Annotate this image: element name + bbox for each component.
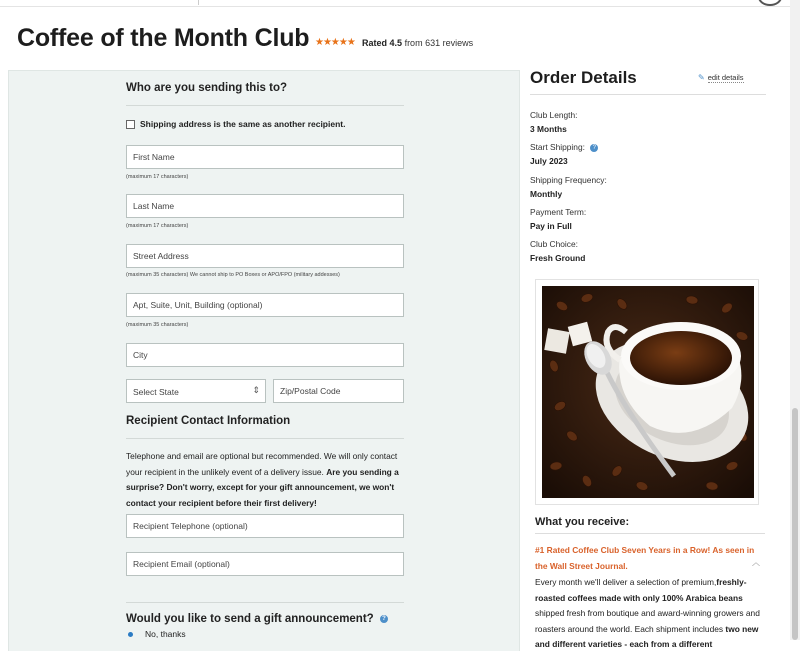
gift-option-no[interactable] <box>126 629 186 639</box>
first-name-hint: (maximum 17 characters) <box>126 174 189 180</box>
last-name-field[interactable] <box>126 194 404 218</box>
rating-summary[interactable] <box>362 38 473 48</box>
gift-option-label: No, thanks <box>145 629 186 639</box>
recipient-phone-field[interactable] <box>126 514 404 538</box>
zip-field[interactable] <box>273 379 404 403</box>
contact-description <box>126 449 404 511</box>
recipient-email-input[interactable] <box>127 553 403 575</box>
help-circle-icon[interactable]: ? <box>590 144 598 152</box>
shipping-frequency-value: Monthly <box>530 189 563 199</box>
updown-chevron-icon: ⇕ <box>252 385 260 395</box>
same-address-checkbox[interactable] <box>126 120 135 129</box>
city-field[interactable] <box>126 343 404 367</box>
section-divider <box>126 438 404 439</box>
coffee-cup-image <box>542 286 754 498</box>
contact-text-bold: Are you sending a surprise? Don't worry, except for your gift announcement, we won't contact your recipient before their first delivery! <box>126 466 399 508</box>
receive-body-1: Every month we'll deliver a selection of premium, <box>535 577 717 587</box>
edit-details-label[interactable]: edit details <box>707 73 744 82</box>
what-you-receive-title: What you receive: <box>535 516 630 528</box>
shipping-frequency-label: Shipping Frequency: <box>530 175 607 185</box>
club-choice-label: Club Choice: <box>530 239 578 249</box>
state-select-value: Select State <box>133 387 179 397</box>
section-divider <box>126 105 404 106</box>
page-scrollbar[interactable] <box>790 0 800 640</box>
contact-text-normal: Telephone and email are optional but recommended. We will only contact your recipient in the unlikely event of a delivery issue. <box>126 451 398 477</box>
help-circle-icon[interactable]: ? <box>380 615 388 623</box>
last-name-hint: (maximum 17 characters) <box>126 223 189 229</box>
radio-selected[interactable] <box>128 632 133 637</box>
product-image-frame <box>535 279 759 505</box>
payment-term-label: Payment Term: <box>530 207 587 217</box>
receive-body-bold-2: two new and different varieties - each from a different <box>535 623 759 649</box>
last-name-input[interactable] <box>127 195 403 217</box>
review-count: from 631 reviews <box>404 38 474 48</box>
receive-divider <box>535 533 765 534</box>
rated-prefix: Rated <box>362 38 388 48</box>
start-shipping-label-text: Start Shipping: <box>530 142 585 152</box>
recipient-section-title: Who are you sending this to? <box>126 82 287 94</box>
browser-top-strip <box>0 0 800 7</box>
order-details-divider <box>530 94 766 95</box>
club-length-label: Club Length: <box>530 110 578 120</box>
first-name-input[interactable] <box>127 146 403 168</box>
street-address-field[interactable] <box>126 244 404 268</box>
receive-body-2: shipped fresh from boutique and award-winning growers and roasters around the world. Each shipment includes <box>535 608 760 634</box>
apt-field[interactable] <box>126 293 404 317</box>
street-address-input[interactable] <box>127 245 403 267</box>
receive-body-bold-1: freshly-roasted coffees made with only 100% Arabica beans <box>535 577 747 603</box>
chevron-up-icon[interactable]: ︿ <box>752 558 760 567</box>
start-shipping-value: July 2023 <box>530 156 568 166</box>
state-select[interactable] <box>126 379 266 403</box>
account-icon[interactable] <box>758 0 782 6</box>
recipient-email-field[interactable] <box>126 552 404 576</box>
page-title: Coffee of the Month Club <box>17 24 310 52</box>
section-divider <box>126 602 404 603</box>
club-length-value: 3 Months <box>530 124 567 134</box>
rating-stars-icon: ★★★★★ <box>315 37 355 48</box>
contact-section-title: Recipient Contact Information <box>126 415 291 427</box>
street-address-hint: (maximum 35 characters) We cannot ship to PO Boxes or APO/FPO (military addesses) <box>126 272 340 278</box>
gift-announcement-title <box>126 613 388 625</box>
city-input[interactable] <box>127 344 403 366</box>
scrollbar-thumb[interactable] <box>792 408 798 640</box>
top-separator <box>198 0 199 5</box>
edit-details-link[interactable] <box>698 73 744 82</box>
same-address-row[interactable] <box>126 119 345 129</box>
first-name-field[interactable] <box>126 145 404 169</box>
club-choice-value: Fresh Ground <box>530 253 586 263</box>
receive-description <box>535 575 763 653</box>
rating-value: 4.5 <box>389 38 403 48</box>
zip-input[interactable] <box>274 380 403 402</box>
receive-headline[interactable]: #1 Rated Coffee Club Seven Years in a Row! As seen in the Wall Street Journal. <box>535 545 755 571</box>
pencil-icon: ✎ <box>698 73 705 82</box>
apt-hint: (maximum 35 characters) <box>126 322 189 328</box>
coffee-cup-illustration <box>542 286 754 498</box>
same-address-label: Shipping address is the same as another recipient. <box>140 119 346 129</box>
payment-term-value: Pay in Full <box>530 221 572 231</box>
recipient-phone-input[interactable] <box>127 515 403 537</box>
start-shipping-label <box>530 142 598 152</box>
order-details-title: Order Details <box>530 68 637 87</box>
gift-title-text: Would you like to send a gift announcement? <box>126 613 374 625</box>
apt-input[interactable] <box>127 294 403 316</box>
